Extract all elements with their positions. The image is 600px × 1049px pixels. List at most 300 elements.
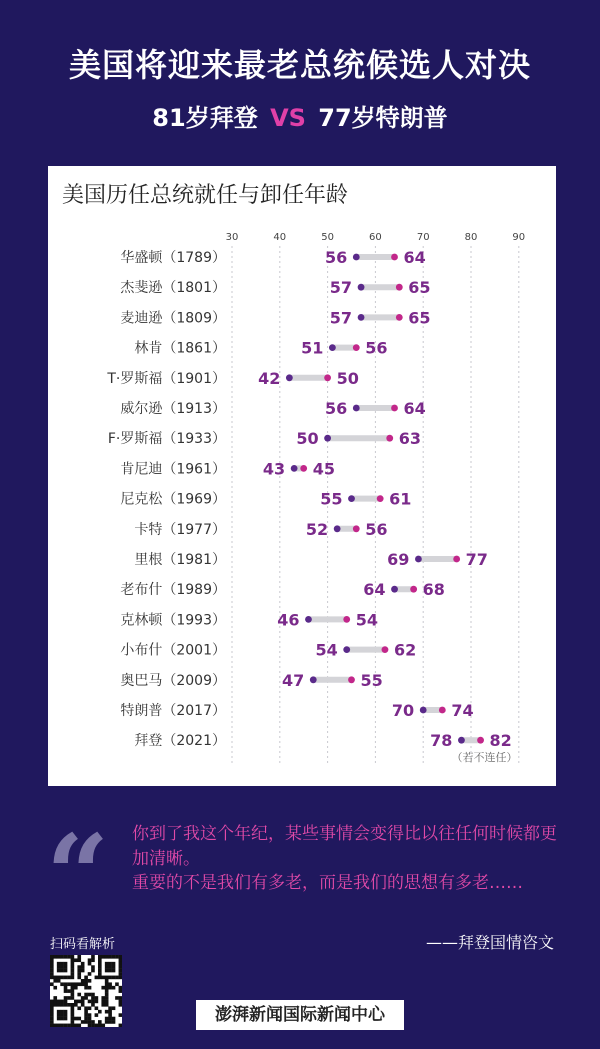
qr-module [71,1010,75,1014]
end-dot [396,284,403,291]
qr-module [71,1024,75,1027]
start-value-label: 50 [296,429,319,449]
qr-module [108,962,112,966]
qr-module [64,1013,68,1017]
qr-module [77,1006,81,1010]
qr-module [57,1003,61,1007]
qr-module [57,962,61,966]
quote-mark-icon: “ [46,810,110,939]
qr-module [105,982,109,986]
qr-module [88,993,92,997]
qr-module [64,989,68,993]
qr-module [95,1006,99,1010]
x-tick-label: 80 [464,232,478,243]
start-dot [305,616,312,623]
qr-module [91,958,95,962]
qr-module [105,955,109,959]
end-dot [391,405,398,412]
start-value-label: 70 [391,701,415,720]
qr-module [84,996,88,1000]
qr-module [71,989,75,993]
end-value-label: 68 [422,580,445,600]
qr-module [88,1020,92,1024]
qr-module [77,958,81,962]
qr-module [50,958,54,962]
qr-module [88,962,92,966]
quote-line-2: 重要的不是我们有多老，而是我们的思想有多老…… [132,873,523,893]
qr-module [108,965,112,969]
qr-module [88,1024,92,1027]
qr-module [88,1000,92,1004]
end-value-label: 50 [336,368,359,388]
qr-module [57,976,61,980]
qr-module [53,986,57,990]
qr-module [53,1003,57,1007]
qr-module [101,1024,105,1027]
end-value-label: 64 [403,399,426,418]
qr-module [67,955,71,959]
qr-module [60,955,64,959]
qr-module [105,1010,109,1014]
row-label: 麦迪逊（1809） [120,310,226,327]
qr-module [60,1003,64,1007]
end-value-label: 61 [389,489,412,509]
qr-module [112,962,116,966]
qr-module [101,1000,105,1004]
qr-module [119,1013,122,1017]
row-label: 奥巴马（2009） [120,672,226,689]
qr-module [57,1017,61,1021]
subtitle-trump: 77岁特朗普 [318,104,448,132]
qr-module [105,1003,109,1007]
qr-module [74,958,78,962]
qr-module [84,1020,88,1024]
qr-module [112,1006,116,1010]
qr-module [84,986,88,990]
qr-module [108,1013,112,1017]
qr-module [81,1020,85,1024]
x-tick-label: 90 [512,232,526,243]
qr-module [88,958,92,962]
row-label: 肯尼迪（1961） [120,461,226,478]
qr-module [74,1017,78,1021]
qr-module [108,1010,112,1014]
row-label: 克林顿（1993） [120,612,226,629]
qr-module [53,1024,57,1027]
qr-module [119,989,122,993]
qr-module [98,958,102,962]
quote-line-1: 你到了我这个年纪，某些事情会变得比以往任何时候都更加清晰。 [132,824,557,869]
qr-module [64,1003,68,1007]
qr-module [95,1024,99,1027]
qr-module [57,1013,61,1017]
qr-module [95,1000,99,1004]
qr-module [91,1024,95,1027]
qr-module [64,1010,68,1014]
qr-module [98,1020,102,1024]
start-value-label: 57 [329,278,353,298]
qr-module [71,976,75,980]
qr-module [105,989,109,993]
end-value-label: 77 [465,550,488,569]
qr-module [64,1017,68,1021]
qr-module [53,955,57,959]
qr-module [71,993,75,997]
qr-module [84,1006,88,1010]
qr-module [74,1000,78,1004]
qr-module [57,1010,61,1014]
qr-module [105,996,109,1000]
row-label: 威尔逊（1913） [120,401,226,417]
qr-module [71,1003,75,1007]
qr-module [119,1024,122,1027]
qr-module [50,972,54,976]
start-dot [353,254,360,261]
qr-module [67,996,71,1000]
start-value-label: 42 [258,368,281,388]
qr-module [50,1020,54,1024]
qr-module [57,965,61,969]
qr-module [71,972,75,976]
qr-module [71,996,75,1000]
qr-module [91,955,95,959]
qr-module [84,982,88,986]
row-label: 里根（1981） [134,552,226,568]
qr-module [112,969,116,973]
qr-module [77,993,81,997]
start-dot [458,737,465,744]
qr-module [98,1010,102,1014]
qr-module [71,986,75,990]
qr-module [105,1020,109,1024]
qr-module [119,955,122,959]
quote-text [132,822,572,896]
qr-module [95,1013,99,1017]
qr-module [105,1000,109,1004]
qr-module [67,989,71,993]
end-dot [343,616,350,623]
page-subtitle [0,98,600,133]
qr-module [88,1013,92,1017]
qr-module [119,1003,122,1007]
brand-label: 澎湃新闻国际新闻中心 [196,1000,404,1030]
row-label: 杰斐逊（1801） [120,280,226,297]
qr-module [74,982,78,986]
end-dot [410,586,417,593]
start-value-label: 47 [281,670,305,690]
qr-module [50,976,54,980]
qr-module [64,996,68,1000]
qr-module [60,1000,64,1004]
qr-module [64,955,68,959]
qr-module [91,969,95,973]
end-dot [353,344,360,351]
qr-module [112,1020,116,1024]
start-dot [291,465,298,472]
end-dot [453,556,460,563]
end-dot [300,465,307,472]
end-dot [439,707,446,714]
row-label: 特朗普（2017） [120,703,226,719]
end-value-label: 65 [408,308,431,328]
chart-note: （若不连任） [451,751,518,765]
qr-module [105,965,109,969]
qr-module [50,1017,54,1021]
end-dot [377,495,384,502]
qr-module [84,1017,88,1021]
start-dot [324,435,331,442]
qr-module [60,1010,64,1014]
qr-module [64,969,68,973]
qr-module [50,1003,54,1007]
qr-module [91,1003,95,1007]
start-dot [310,676,317,683]
subtitle-vs: VS [270,104,306,132]
qr-module [115,982,119,986]
qr-module [105,1017,109,1021]
qr-module [108,986,112,990]
qr-module [105,993,109,997]
qr-module [91,965,95,969]
start-dot [334,525,341,532]
qr-module [57,1024,61,1027]
start-value-label: 55 [320,489,343,509]
qr-module [81,982,85,986]
qr-module [50,1010,54,1014]
qr-module [71,969,75,973]
qr-module [95,996,99,1000]
qr-module [77,976,81,980]
qr-module [71,982,75,986]
qr-module [53,979,57,983]
start-value-label: 69 [387,550,410,569]
start-value-label: 51 [301,338,324,358]
qr-module [98,965,102,969]
qr-module [115,955,119,959]
qr-module [119,1000,122,1004]
qr-module [101,955,105,959]
qr-module [88,1006,92,1010]
qr-module [84,979,88,983]
qr-module [119,962,122,966]
qr-module [77,1024,81,1027]
qr-module [115,976,119,980]
qr-module [77,1017,81,1021]
row-label: T·罗斯福（1901） [107,370,226,387]
qr-module [64,976,68,980]
qr-module [101,1003,105,1007]
qr-module [119,996,122,1000]
qr-module [60,962,64,966]
qr-module [50,1024,54,1027]
qr-module [64,986,68,990]
qr-module [81,1003,85,1007]
qr-module [77,955,81,959]
qr-module [74,1024,78,1027]
qr-module [50,965,54,969]
end-value-label: 56 [365,338,388,358]
qr-module [84,1013,88,1017]
qr-module [105,976,109,980]
end-value-label: 63 [398,429,422,449]
qr-module [64,1024,68,1027]
page-title: 美国将迎来最老总统候选人对决 [68,46,531,84]
qr-module [119,969,122,973]
end-dot [391,254,398,261]
start-dot [391,586,398,593]
end-value-label: 45 [312,459,335,479]
end-value-label: 56 [365,519,388,539]
qr-module [91,1000,95,1004]
start-value-label: 52 [305,519,329,539]
qr-module [88,979,92,983]
qr-module [84,976,88,980]
scan-label: 扫码看解析 [50,937,116,952]
end-value-label: 55 [360,670,383,690]
qr-module [84,993,88,997]
qr-module [50,982,54,986]
start-dot [329,344,336,351]
row-label: 卡特（1977） [134,521,226,538]
qr-module [81,996,85,1000]
qr-module [77,972,81,976]
qr-module [88,986,92,990]
qr-module [71,965,75,969]
qr-module [67,1003,71,1007]
qr-module [64,982,68,986]
start-value-label: 43 [262,459,286,479]
start-dot [358,284,365,291]
qr-module [105,986,109,990]
start-dot [348,495,355,502]
start-dot [353,405,360,412]
x-tick-label: 60 [369,232,382,243]
qr-module [88,1017,92,1021]
qr-module [98,962,102,966]
qr-module [74,986,78,990]
end-value-label: 62 [393,640,417,660]
row-label: 尼克松（1969） [120,491,226,508]
end-value-label: 64 [403,248,426,267]
end-dot [353,525,360,532]
qr-module [119,965,122,969]
qr-module [112,986,116,990]
qr-module [67,976,71,980]
end-dot [348,676,355,683]
qr-module [91,1020,95,1024]
qr-module [57,1000,61,1004]
qr-module [112,1017,116,1021]
qr-module [108,1006,112,1010]
qr-module [64,962,68,966]
qr-module [108,1017,112,1021]
qr-module [50,1000,54,1004]
qr-module [98,955,102,959]
qr-module [88,972,92,976]
qr-module [105,969,109,973]
x-tick-label: 40 [273,232,287,243]
qr-module [119,958,122,962]
row-label: 老布什（1989） [120,582,226,599]
qr-module [101,996,105,1000]
qr-module [71,1020,75,1024]
qr-module [81,969,85,973]
qr-module [119,972,122,976]
x-tick-label: 30 [225,232,239,243]
end-value-label: 82 [489,731,512,751]
qr-module [98,976,102,980]
qr-module [64,1000,68,1004]
dumbbell-chart [48,166,556,786]
qr-module [50,962,54,966]
x-tick-label: 70 [416,232,430,243]
qr-module [71,955,75,959]
qr-module [98,972,102,976]
qr-module [71,1013,75,1017]
qr-module [81,962,85,966]
qr-module [81,979,85,983]
qr-module [101,986,105,990]
qr-module [60,965,64,969]
end-dot [477,737,484,744]
qr-module [50,969,54,973]
qr-module [60,1024,64,1027]
start-dot [286,374,293,381]
start-value-label: 78 [430,731,453,751]
qr-module [81,1000,85,1004]
qr-module [108,976,112,980]
qr-module [112,965,116,969]
qr-module [60,976,64,980]
end-dot [324,374,331,381]
qr-module [112,976,116,980]
qr-module [108,1020,112,1024]
chart-title: 美国历任总统就任与卸任年龄 [62,183,349,208]
row-label: 小布什（2001） [120,642,226,659]
qr-module [60,982,64,986]
qr-module [60,1013,64,1017]
x-tick-label: 50 [321,232,334,243]
qr-module [57,955,61,959]
start-value-label: 46 [277,610,300,630]
qr-module [64,965,68,969]
qr-module [84,1010,88,1014]
row-label: 林肯（1861） [134,340,226,357]
qr-module [98,1024,102,1027]
start-value-label: 54 [315,640,338,660]
qr-code-icon[interactable] [50,955,122,1027]
start-dot [420,707,427,714]
end-value-label: 54 [355,610,378,630]
row-label: F·罗斯福（1933） [107,431,226,448]
start-value-label: 64 [363,580,386,600]
start-dot [343,646,350,653]
qr-module [77,982,81,986]
chart-card [48,166,556,786]
qr-module [98,969,102,973]
start-value-label: 56 [325,248,348,267]
start-value-label: 56 [325,399,348,418]
row-label: 拜登（2021） [134,733,226,750]
qr-module [119,986,122,990]
qr-module [77,965,81,969]
qr-module [71,962,75,966]
qr-module [108,969,112,973]
qr-module [71,1006,75,1010]
qr-module [67,982,71,986]
qr-module [112,955,116,959]
qr-module [81,965,85,969]
